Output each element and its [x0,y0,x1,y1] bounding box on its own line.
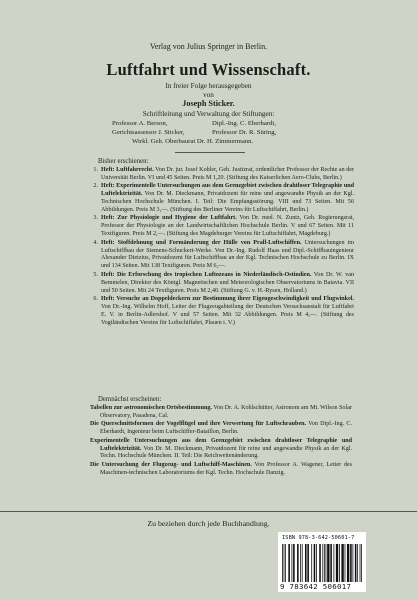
barcode-bar [284,544,285,582]
availability-note: Zu beziehen durch jede Buchhandlung. [147,519,270,528]
board-row [112,128,342,137]
barcode-bar [333,544,334,582]
forthcoming-title: Experimentelle Untersuchungen aus dem Grenzgebiet zwischen drahtloser Telegraphie und Luftelektrizität. [90,437,352,452]
barcode-bar [305,544,307,582]
entry-title: Heft: Zur Physiologie und Hygiene der Luftfahrt. [101,215,237,222]
barcode-bar [285,544,286,582]
barcode-digits: 9 783642 506017 [280,582,352,591]
list-item [82,183,354,215]
series-title: Luftfahrt und Wissenschaft. [106,60,311,79]
board-member: Professor Dr. R. Süring, [212,129,277,137]
barcode-bar [316,544,317,582]
board-row [112,119,342,128]
forthcoming-title: Die Untersuchung der Flugzeug- und Luftschiff-Maschinen. [90,461,252,468]
barcode-bar [292,544,293,582]
forthcoming-text: Von Dipl.-Ing. C. Eberhardt, Ingenieur beim Luftschiffer-Bataillon, Berlin. [100,421,352,436]
barcode-bar [330,544,332,582]
entry-number: 2. [93,183,98,190]
entry-text: Von Dr. med. N. Zuntz, Geh. Regierungsrat, Professor der Physiologie an der Landwirtschaftlichen Hochschule Berlin. V und 67 Seiten. Mit 11 Textfiguren. Preis M 2,—. (Stiftung des Magdeburger Vereins für Luftschiffahrt, Magdeburg.) [101,215,355,238]
barcode-image [282,544,362,582]
publisher-line: Verlag von Julius Springer in Berlin. [149,42,268,51]
entry-number: 6. [93,296,98,302]
forthcoming-text: Von Professor A. Wagener, Leiter des Maschinen-technischen Laboratoriums der Kgl. Techn. Hochschule Danzig. [100,461,352,476]
divider-rule [0,511,417,512]
barcode-bar [324,544,325,582]
board-heading: Schriftleitung und Verwaltung der Stiftungen: [142,110,275,118]
entry-number: 4. [93,239,98,246]
isbn-label: ISBN 978-3-642-50601-7 [282,535,355,541]
list-item [82,240,354,272]
board-member: Gerichtsassessor J. Sticker, [112,129,185,137]
barcode-bar [322,544,323,582]
entry-title: Heft: Experimentelle Untersuchungen aus dem Grenzgebiet zwischen drahtloser Telegraphie und Luftelektrizität. [101,183,354,198]
barcode-bar [345,544,346,582]
entry-number: 3. [93,215,98,222]
board-member: Wirkl. Geh. Oberbaurat Dr. H. Zimmermann. [132,138,254,146]
barcode-bar [314,544,316,582]
barcode-bar [300,544,301,582]
published-label: Bisher erschienen: [98,158,149,165]
barcode-bar [327,544,329,582]
forthcoming-label: Demnächst erscheinen: [98,396,162,403]
entry-number: 5. [93,271,98,278]
barcode-bar [311,544,312,582]
entry-number: 1. [93,167,98,173]
barcode-block [278,532,366,592]
board-member: Professor A. Berson, [112,120,168,127]
entry-text: Von Dr. M. Dieckmann, Privatdozent für reine und angewandte Physik an der Kgl. Technischen Hochschule München. I. Teil: Die Empfangsstörung. VIII und 73 Seiten. Mit 56 Abbildungen. Preis M 3,—. (Stiftung des Berliner Vereins für Luftschiffahrt, Berlin.) [101,191,354,214]
board-member: Dipl.-Ing. C. Eberhardt, [212,120,276,127]
barcode-bar [357,544,358,582]
published-list [82,167,354,328]
barcode-bar [288,544,290,582]
entry-text: Von Dr. W. van Bemmelen, Direktor des Königl. Magnetischen und Meteorologischen Observatoriums in Batavia. VII und 50 Seiten. Mit 24 Textfiguren. Preis M 2,40. (Stiftung G. v. H.-Rysen, Holland.) [101,271,354,294]
entry-text: Von Dr.-Ing. Wilhelm Hoff, Leiter der Flugzeugabteilung der Deutschen Versuchsanstalt für Luftfahrt E. V. in Berlin-Adlershof. V und 57 Seiten. Mit 32 Abbildungen. Preis M 4,—. (Stiftung des Vogtländischen Vereins für Luftschiffahrt, Plauen i. V.) [101,303,354,326]
entry-text: Von Dr. jur. Josef Kohler, Geh. Justizrat, ordentlicher Professor der Rechte an der Universität Berlin. VI und 45 Seiten. Preis M 1,20. (Stiftung des Kaiserlichen Aero-Clubs, Berlin.) [101,167,354,181]
barcode-bar [336,544,338,582]
list-item [82,167,354,183]
barcode-bar [319,544,321,582]
barcode-bar [361,544,362,582]
entry-text: Untersuchungen im Luftschiffbau der Siemens-Schuckert-Werke. Von Dr.-Ing. Rudolf Haas und Dipl.-Schiffbauingenieur Alexander Dietzius, Privatdozent für Luftschiffbau an der Kgl. Technischen Hochschule zu Berlin. IX und 134 Seiten. Mit 138 Textfiguren. Preis M 6,—. [101,239,354,270]
forthcoming-title: Die Querschnittsformen der Vogelflügel und ihre Verwertung für Luftschrauben. [90,421,307,428]
list-item [90,438,352,462]
barcode-bar [353,544,354,582]
barcode-bar [326,544,327,582]
forthcoming-text: Von Dr. M. Dieckmann, Privatdozent für reine und angewandte Physik an der Kgl. Techn. Hochschule München. II. Teil: Die Reichweitenänderung. [100,445,352,460]
barcode-bar [360,544,361,582]
list-item [90,462,352,478]
list-item [82,215,354,239]
list-item [90,421,352,437]
editorial-board [112,119,342,147]
list-item [82,272,354,296]
subtitle: In freier Folge herausgegeben [165,82,252,90]
barcode-bar [302,544,303,582]
barcode-bar [355,544,357,582]
list-item [82,296,354,328]
von-line: von [203,91,214,99]
forthcoming-text: Von Dr. A. Kohlschütter, Astronom am Mt. Wilson Solar Observatory, Pasadena, Cal. [100,405,352,419]
divider-rule [175,152,245,153]
barcode-bar [282,544,283,582]
entry-title: Heft: Luftfahrrecht. [101,167,154,173]
entry-title: Heft: Stoffdehnung und Formänderung der Hülle von Prall-Luftschiffen. [101,239,302,246]
forthcoming-list [90,405,352,478]
forthcoming-title: Tabellen zur astronomischen Ortsbestimmung. [90,405,212,411]
barcode-bar [297,544,299,582]
barcode-bar [307,544,309,582]
barcode-bar [341,544,343,582]
barcode-bar [293,544,295,582]
barcode-bar [339,544,340,582]
entry-title: Heft: Die Erforschung des tropischen Luftozeans in Niederländisch-Ostindien. [101,271,312,278]
entry-title: Heft: Versuche an Doppeldeckern zur Bestimmung ihrer Eigengeschwindigkeit und Flugwinkel. [101,296,354,302]
barcode-bar [347,544,349,582]
list-item [90,405,352,421]
editor-name: Joseph Sticker. [182,99,235,108]
barcode-bar [350,544,352,582]
